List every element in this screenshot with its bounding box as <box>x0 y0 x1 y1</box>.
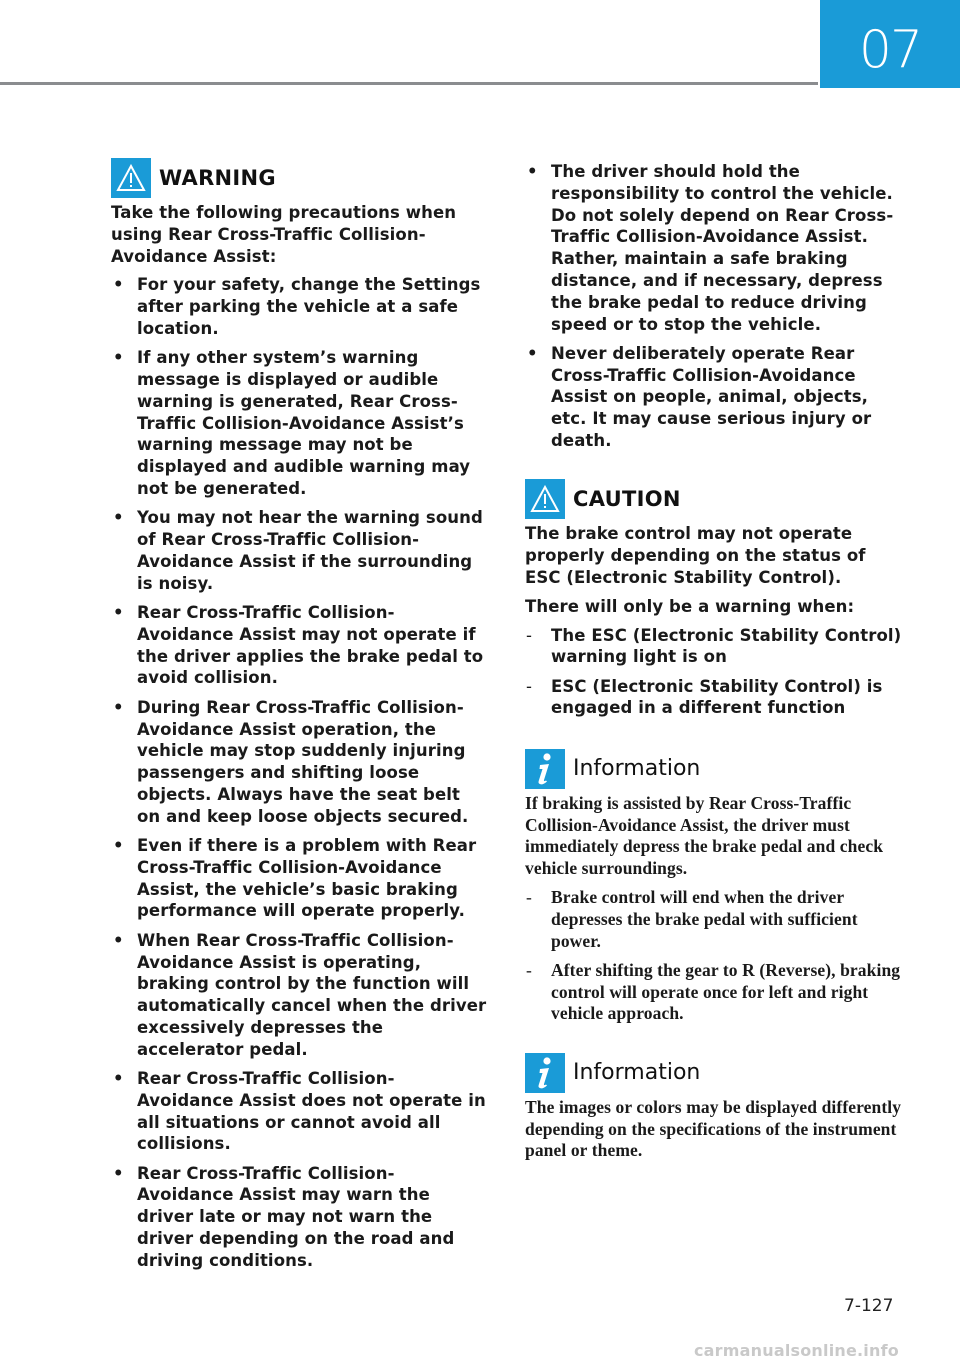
bullet-icon: • <box>113 1163 124 1183</box>
information-heading <box>525 1053 905 1093</box>
dash-icon: - <box>526 625 533 645</box>
list-item: - Brake control will end when the driver depresses the brake pedal with sufficient power. <box>526 886 858 951</box>
warning-heading <box>111 158 487 198</box>
bullet-icon: • <box>113 603 124 623</box>
bullet-icon: • <box>113 275 124 295</box>
list-item: • You may not hear the warning sound of Rear Cross-Traffic Collision-Avoidance Assist if the surrounding is noisy. <box>113 508 483 593</box>
bullet-icon: • <box>527 343 538 363</box>
bullet-icon: • <box>113 348 124 368</box>
information-text: The images or colors may be displayed differently depending on the specifications of the instrument panel or theme. <box>525 1096 902 1161</box>
list-item: • The driver should hold the responsibility to control the vehicle. Do not solely depend on Rear Cross-Traffic Collision-Avoidance Assist. Rather, maintain a safe braking distance, and if necessary, depress the brake pedal to reduce driving speed or to stop the vehicle. <box>527 162 894 334</box>
bullet-icon: • <box>527 162 538 181</box>
bullet-icon: • <box>113 697 124 717</box>
information-heading <box>525 749 905 789</box>
list-item: • Rear Cross-Traffic Collision-Avoidance Assist does not operate in all situations or cannot avoid all collisions. <box>113 1068 486 1154</box>
information-title: Information <box>573 1060 701 1086</box>
information-icon <box>525 749 565 789</box>
caution-title: CAUTION <box>573 487 681 512</box>
dash-icon: - <box>526 676 533 696</box>
caution-text: The brake control may not operate properly depending on the status of ESC (Electronic Stability Control). <box>525 524 866 587</box>
caution-list <box>525 625 905 720</box>
list-item: • Even if there is a problem with Rear Cross-Traffic Collision-Avoidance Assist, the vehicle’s basic braking performance will operate properly. <box>113 836 477 921</box>
list-item: • For your safety, change the Settings after parking the vehicle at a safe location. <box>113 275 481 338</box>
dash-icon: - <box>526 959 532 980</box>
information-list <box>525 887 905 1025</box>
list-item: • Rear Cross-Traffic Collision-Avoidance Assist may warn the driver late or may not warn the driver depending on the road and driving conditions. <box>113 1163 455 1270</box>
bullet-icon: • <box>113 508 124 528</box>
list-item: • When Rear Cross-Traffic Collision-Avoidance Assist is operating, braking control by the function will automatically cancel when the driver excessively depresses the accelerator pedal. <box>113 930 487 1059</box>
list-item: - The ESC (Electronic Stability Control) warning light is on <box>526 625 902 667</box>
information-text: If braking is assisted by Rear Cross-Traffic Collision-Avoidance Assist, the driver must immediately depress the brake pedal and check vehicle surroundings. <box>525 792 884 879</box>
list-item: • During Rear Cross-Traffic Collision-Avoidance Assist operation, the vehicle may stop suddenly injuring passengers and shifting loose objects. Always have the seat belt on and keep loose objects secured. <box>113 697 469 826</box>
list-item: • Rear Cross-Traffic Collision-Avoidance Assist may not operate if the driver applies the brake pedal to avoid collision. <box>113 603 484 688</box>
header-rule <box>0 82 818 85</box>
left-column <box>111 158 487 1279</box>
warning-triangle-icon <box>525 479 565 519</box>
caution-text: There will only be a warning when: <box>525 596 855 616</box>
bullet-icon: • <box>113 1068 124 1088</box>
caution-heading <box>525 479 905 519</box>
list-item: - After shifting the gear to R (Reverse), braking control will operate once for left and right vehicle approach. <box>526 959 901 1024</box>
page-number: 7-127 <box>844 1296 894 1316</box>
warning-list-continued <box>525 161 905 452</box>
list-item: • Never deliberately operate Rear Cross-Traffic Collision-Avoidance Assist on people, animal, objects, etc. It may cause serious injury or death. <box>527 343 872 451</box>
bullet-icon: • <box>113 930 124 950</box>
information-icon <box>525 1053 565 1093</box>
information-title: Information <box>573 756 701 782</box>
warning-intro: Take the following precautions when using Rear Cross-Traffic Collision-Avoidance Assist: <box>111 203 457 266</box>
warning-title: WARNING <box>159 166 276 190</box>
watermark: carmanualsonline.info <box>694 1341 899 1360</box>
dash-icon: - <box>526 886 532 907</box>
warning-triangle-icon <box>111 158 151 198</box>
warning-list <box>111 274 487 1271</box>
list-item: - ESC (Electronic Stability Control) is engaged in a different function <box>526 676 883 718</box>
chapter-number: 07 <box>820 0 960 88</box>
list-item: • If any other system’s warning message is displayed or audible warning is generated, Rear Cross-Traffic Collision-Avoidance Assist’s warning message may not be displayed and audible warning may not be generated. <box>113 348 471 499</box>
bullet-icon: • <box>113 836 124 856</box>
right-column <box>525 161 905 1169</box>
